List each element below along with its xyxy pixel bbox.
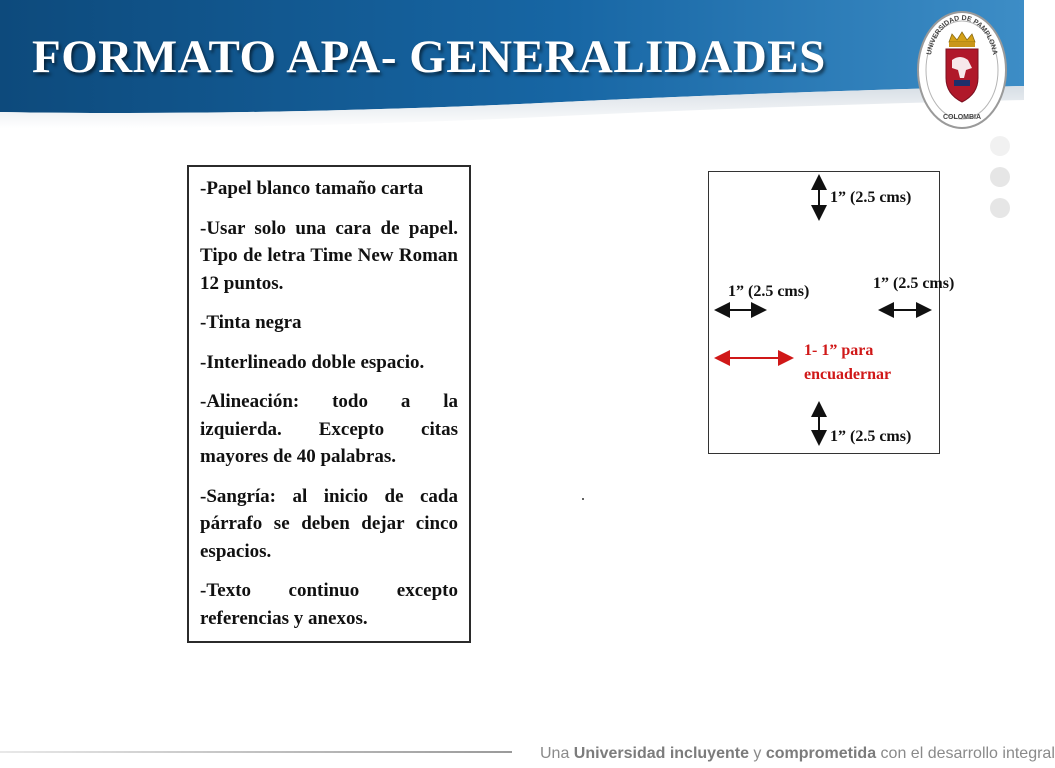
footer-bold-text: Universidad incluyente <box>573 745 749 762</box>
rule-item: -Papel blanco tamaño carta <box>200 178 424 199</box>
rule-item: -Interlineado doble espacio. <box>200 351 425 373</box>
logo-top-text: UNIVERSIDAD DE PAMPLONA <box>925 14 999 56</box>
footer-text: con el desarrollo integral <box>876 745 1055 762</box>
logo-bottom-text: COLOMBIA <box>942 114 982 121</box>
rule-item: -Tinta negra <box>200 312 302 333</box>
footer-text: Una <box>540 745 574 762</box>
footer-divider <box>0 751 512 753</box>
decorative-dot <box>990 136 1010 156</box>
rule-item: -Usar solo una cara de papel. Tipo de letra Time New Roman 12 puntos. <box>200 217 458 294</box>
decorative-dot <box>990 167 1010 187</box>
footer-slogan <box>540 745 1055 763</box>
footer-bold-text: comprometida <box>765 745 877 762</box>
left-margin-label: 1” (2.5 cms) <box>728 283 810 300</box>
rule-item: -Texto continuo excepto referencias y anexos. <box>200 580 458 629</box>
decorative-dots <box>990 136 1014 229</box>
header-banner <box>0 0 1024 150</box>
university-logo <box>916 8 1008 130</box>
stray-dot <box>582 498 584 500</box>
format-rules-box <box>187 165 471 643</box>
university-crest-icon <box>916 8 1008 130</box>
rule-item: -Sangría: al inicio de cada párrafo se deben dejar cinco espacios. <box>200 485 458 562</box>
footer-text: y <box>748 745 766 762</box>
rule-item: -Alineación: todo a la izquierda. Excepto citas mayores de 40 palabras. <box>200 391 458 467</box>
decorative-dot <box>990 198 1010 218</box>
top-margin-label: 1” (2.5 cms) <box>830 189 912 206</box>
page-margin-diagram <box>708 171 940 454</box>
binding-label-line2: encuadernar <box>804 366 892 383</box>
right-margin-label: 1” (2.5 cms) <box>873 275 955 292</box>
page-title: FORMATO APA- GENERALIDADES <box>32 31 826 83</box>
binding-label-line1: 1- 1” para <box>804 342 874 359</box>
bottom-margin-label: 1” (2.5 cms) <box>830 428 912 445</box>
